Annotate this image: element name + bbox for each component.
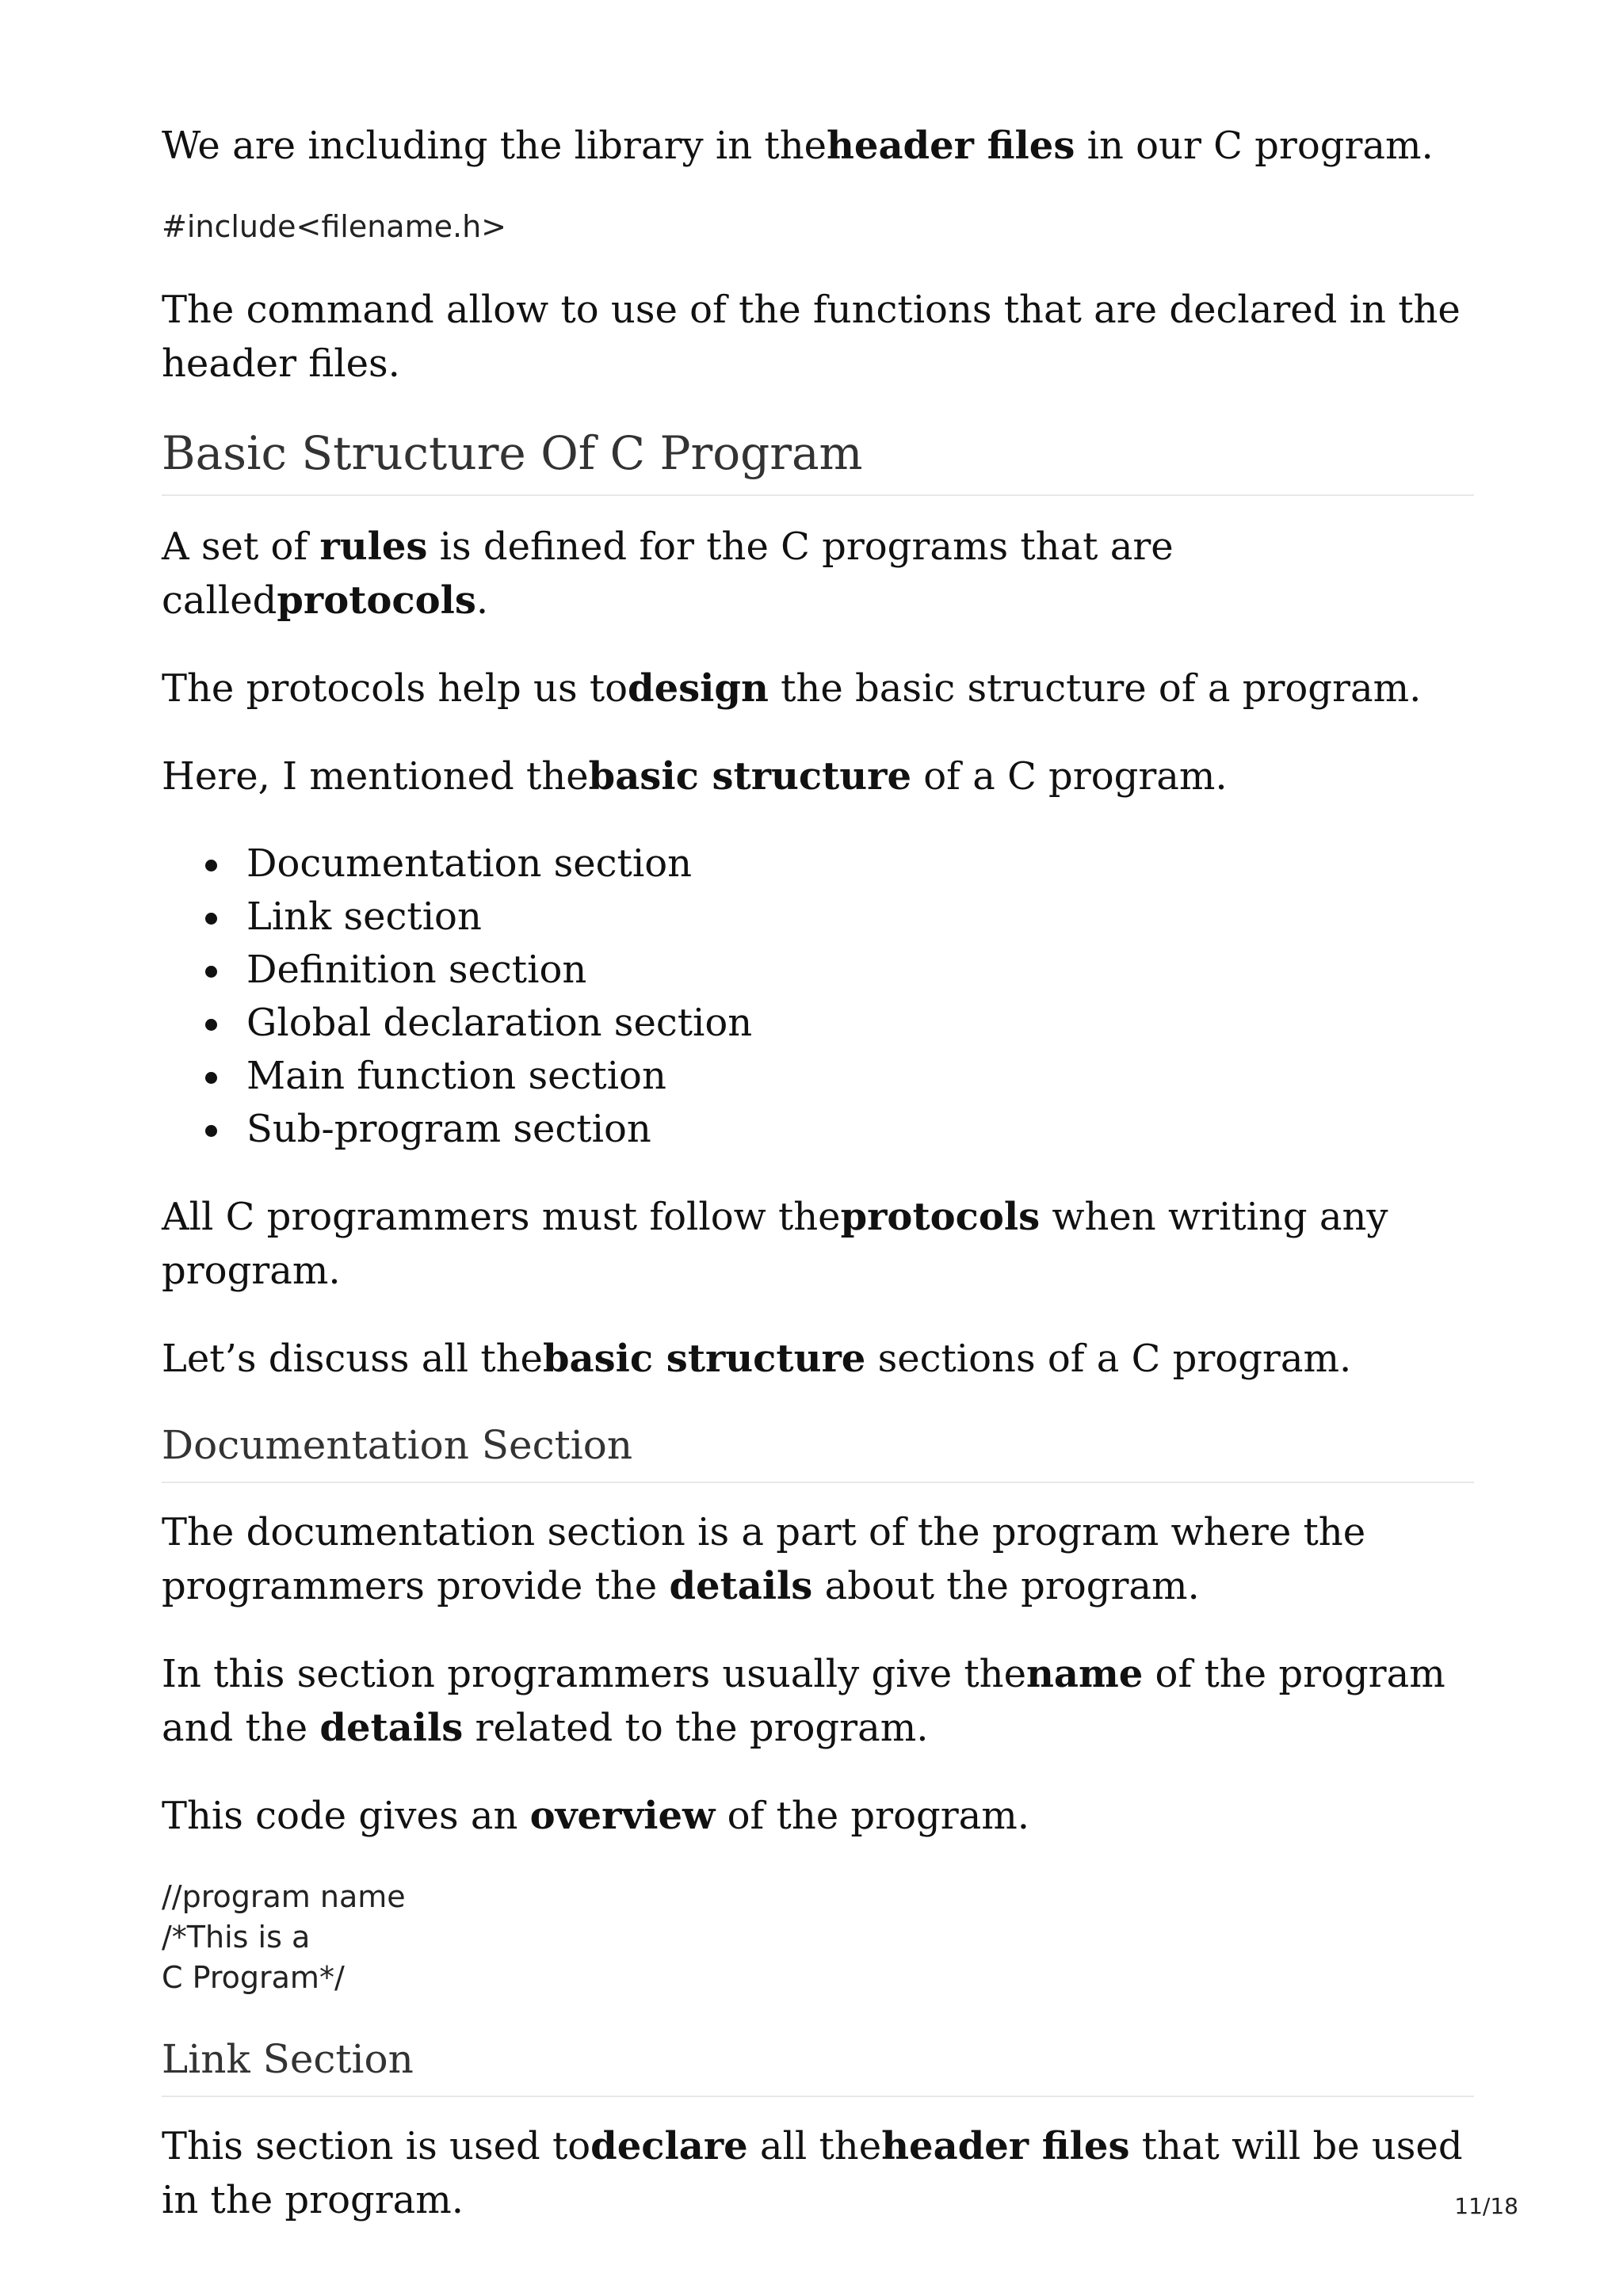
text: Here, I mentioned the (162, 754, 589, 799)
bold-text: design (628, 666, 769, 711)
text: This code gives an (162, 1794, 530, 1838)
bold-text: overview (529, 1794, 716, 1838)
list-item (246, 944, 1472, 997)
list-item (246, 1103, 1472, 1156)
page-number: 11/18 (1454, 2193, 1518, 2219)
text: of the program and the (162, 1652, 1445, 1750)
bold-text: rules (319, 524, 428, 569)
paragraph-link-section (162, 2119, 1474, 2227)
text: All C programmers must follow the (162, 1195, 841, 1239)
bold-text: declare (590, 2124, 748, 2168)
paragraph-documentation (162, 1505, 1474, 1613)
paragraph-rules (162, 520, 1474, 627)
paragraph-overview (162, 1789, 1474, 1843)
list-item (246, 997, 1472, 1050)
bold-text: basic structure (588, 754, 912, 799)
list-item (246, 837, 1472, 891)
text: This section is used to (162, 2124, 591, 2168)
paragraph-include-library (162, 119, 1474, 173)
heading-documentation-section: Documentation Section (162, 1420, 1474, 1483)
bold-text: protocols (840, 1195, 1041, 1239)
text: that will be used in the program. (162, 2124, 1463, 2222)
text: A set of (162, 524, 320, 569)
bullet-icon (205, 913, 217, 925)
code-comment-example: //program name /*This is a C Program*/ (162, 1879, 406, 1995)
text: of a C program. (911, 754, 1228, 799)
code-include: #include<filename.h> (162, 209, 506, 244)
text: when writing any program. (162, 1195, 1388, 1293)
list-item-label: Documentation section (246, 841, 693, 886)
text: of the program. (715, 1794, 1030, 1838)
paragraph-follow-protocols (162, 1190, 1474, 1298)
list-item-label: Sub-program section (246, 1107, 651, 1151)
text: related to the program. (463, 1706, 929, 1750)
text: The protocols help us to (162, 666, 628, 711)
paragraph-protocols-design (162, 662, 1474, 715)
bold-text: basic structure (542, 1337, 866, 1381)
text: the basic structure of a program. (768, 666, 1422, 711)
text: all the (747, 2124, 882, 2168)
section-list (162, 837, 1472, 1156)
text: sections of a C program. (865, 1337, 1352, 1381)
bold-text: protocols (277, 578, 476, 623)
paragraph-discuss (162, 1332, 1474, 1386)
text: Let’s discuss all the (162, 1337, 543, 1381)
text: in our C program. (1075, 124, 1434, 168)
list-item-label: Global declaration section (246, 1001, 753, 1045)
bold-text: details (669, 1564, 813, 1608)
list-item-label: Definition section (246, 948, 587, 992)
list-item (246, 891, 1472, 944)
list-item (246, 1050, 1472, 1103)
bold-text: details (319, 1706, 464, 1750)
text: is defined for the C programs that are called (162, 524, 1174, 623)
bullet-icon (205, 966, 217, 978)
bullet-icon (205, 1125, 217, 1137)
paragraph-name-details (162, 1647, 1474, 1755)
bullet-icon (205, 1072, 217, 1084)
bullet-icon (205, 1019, 217, 1031)
bullet-icon (205, 860, 217, 871)
list-item-label: Link section (246, 894, 482, 939)
text: We are including the library in the (162, 124, 827, 168)
text: In this section programmers usually give the (162, 1652, 1026, 1696)
heading-basic-structure: Basic Structure Of C Program (162, 425, 1474, 496)
paragraph-command: The command allow to use of the functions that are declared in the header files. (162, 288, 1461, 386)
list-item-label: Main function section (246, 1054, 666, 1098)
text: about the program. (812, 1564, 1200, 1608)
paragraph-mentioned (162, 749, 1474, 803)
bold-text: header files (827, 124, 1075, 168)
text: . (475, 578, 489, 623)
bold-text: name (1025, 1652, 1144, 1696)
bold-text: header files (881, 2124, 1130, 2168)
heading-link-section: Link Section (162, 2034, 1474, 2097)
text: The documentation section is a part of the program where the programmers provide the (162, 1510, 1366, 1608)
